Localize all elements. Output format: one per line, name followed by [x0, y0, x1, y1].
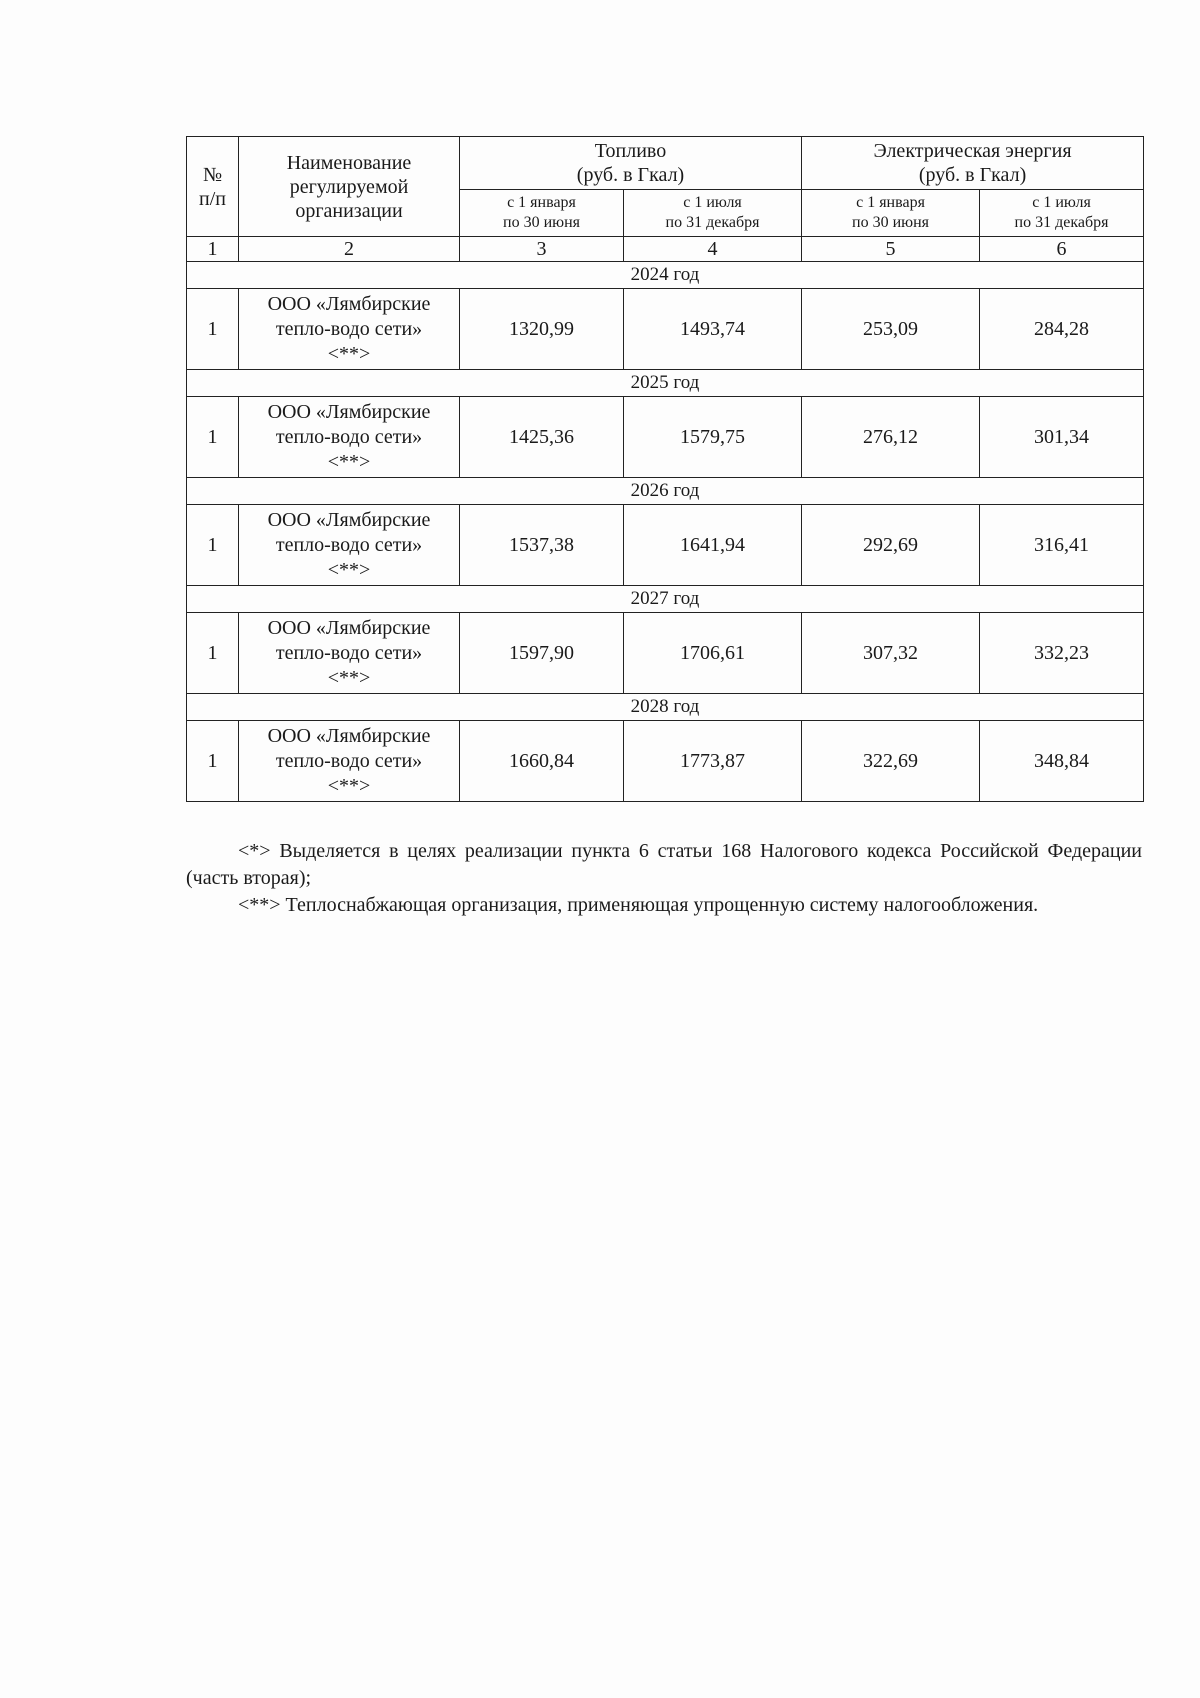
column-index-row — [187, 237, 1144, 262]
header-name-line1: Наименование — [286, 151, 412, 174]
table-row — [187, 289, 1144, 370]
table-row — [187, 397, 1144, 478]
column-index: 3 — [460, 237, 624, 262]
header-name-line3: организации — [295, 199, 403, 222]
org-line: <**> — [327, 666, 371, 689]
org-line: <**> — [327, 774, 371, 797]
header-fuel-h1 — [460, 190, 624, 237]
row-number: 1 — [187, 613, 239, 694]
header-name-line2: регулируемой — [289, 175, 409, 198]
fuel-h2-value: 1641,94 — [624, 505, 802, 586]
org-line: тепло-водо сети» — [275, 533, 423, 556]
org-name — [239, 397, 460, 478]
sub-jul-line1: с 1 июля — [683, 194, 742, 211]
sub-jan-line2: по 30 июня — [503, 214, 580, 231]
footnote-1: <*> Выделяется в целях реализации пункта 6 статьи 168 Налогового кодекса Российской Федерации (часть вторая); — [186, 840, 1142, 889]
fuel-h1-value: 1320,99 — [460, 289, 624, 370]
elec-h1-value: 276,12 — [802, 397, 980, 478]
fuel-h1-value: 1597,90 — [460, 613, 624, 694]
column-index: 5 — [802, 237, 980, 262]
year-label: 2024 год — [187, 262, 1144, 289]
footnotes — [186, 838, 1142, 919]
tariff-table — [186, 136, 1144, 802]
org-line: тепло-водо сети» — [275, 317, 423, 340]
column-index: 2 — [239, 237, 460, 262]
elec-h1-value: 307,32 — [802, 613, 980, 694]
header-row-main — [187, 137, 1144, 190]
org-line: <**> — [327, 558, 371, 581]
year-label: 2025 год — [187, 370, 1144, 397]
footnote-2: <**> Теплоснабжающая организация, применяющая упрощенную систему налогообложения. — [238, 894, 1039, 916]
sub-jan-line1: с 1 января — [507, 194, 576, 211]
header-elec-h2 — [980, 190, 1144, 237]
org-line: <**> — [327, 450, 371, 473]
org-line: ООО «Лямбирские — [267, 292, 431, 315]
sub-jul-line2: по 31 декабря — [665, 214, 760, 231]
year-row — [187, 694, 1144, 721]
org-line: ООО «Лямбирские — [267, 724, 431, 747]
column-index: 1 — [187, 237, 239, 262]
header-num-line1: № — [202, 163, 223, 186]
fuel-h2-value: 1773,87 — [624, 721, 802, 802]
elec-h1-value: 322,69 — [802, 721, 980, 802]
sub-jan-line1: с 1 января — [856, 194, 925, 211]
elec-h2-value: 301,34 — [980, 397, 1144, 478]
org-name — [239, 289, 460, 370]
column-index: 6 — [980, 237, 1144, 262]
header-num-line2: п/п — [199, 187, 226, 210]
header-elec-h1 — [802, 190, 980, 237]
year-row — [187, 262, 1144, 289]
header-fuel-cell — [460, 137, 802, 190]
header-fuel-h2 — [624, 190, 802, 237]
header-elec-cell — [802, 137, 1144, 190]
fuel-h1-value: 1537,38 — [460, 505, 624, 586]
header-num-cell — [187, 137, 239, 237]
org-name — [239, 505, 460, 586]
org-line: <**> — [327, 342, 371, 365]
header-name-cell — [239, 137, 460, 237]
year-label: 2028 год — [187, 694, 1144, 721]
row-number: 1 — [187, 397, 239, 478]
year-label: 2027 год — [187, 586, 1144, 613]
org-line: ООО «Лямбирские — [267, 616, 431, 639]
column-index: 4 — [624, 237, 802, 262]
fuel-h2-value: 1579,75 — [624, 397, 802, 478]
table-row — [187, 721, 1144, 802]
fuel-h2-value: 1706,61 — [624, 613, 802, 694]
org-line: тепло-водо сети» — [275, 641, 423, 664]
year-row — [187, 586, 1144, 613]
sub-jul-line2: по 31 декабря — [1014, 214, 1109, 231]
elec-h2-value: 348,84 — [980, 721, 1144, 802]
row-number: 1 — [187, 721, 239, 802]
sub-jul-line1: с 1 июля — [1032, 194, 1091, 211]
org-line: ООО «Лямбирские — [267, 400, 431, 423]
org-line: ООО «Лямбирские — [267, 508, 431, 531]
row-number: 1 — [187, 505, 239, 586]
header-fuel-line1: Топливо — [594, 140, 667, 162]
elec-h1-value: 292,69 — [802, 505, 980, 586]
fuel-h2-value: 1493,74 — [624, 289, 802, 370]
elec-h2-value: 284,28 — [980, 289, 1144, 370]
fuel-h1-value: 1425,36 — [460, 397, 624, 478]
row-number: 1 — [187, 289, 239, 370]
elec-h1-value: 253,09 — [802, 289, 980, 370]
elec-h2-value: 332,23 — [980, 613, 1144, 694]
header-elec-line2: (руб. в Гкал) — [918, 164, 1027, 186]
elec-h2-value: 316,41 — [980, 505, 1144, 586]
org-line: тепло-водо сети» — [275, 425, 423, 448]
sub-jan-line2: по 30 июня — [852, 214, 930, 231]
year-row — [187, 370, 1144, 397]
fuel-h1-value: 1660,84 — [460, 721, 624, 802]
table-row — [187, 505, 1144, 586]
org-line: тепло-водо сети» — [275, 749, 423, 772]
header-fuel-line2: (руб. в Гкал) — [576, 164, 685, 186]
table-row — [187, 613, 1144, 694]
header-elec-line1: Электрическая энергия — [873, 140, 1072, 162]
year-label: 2026 год — [187, 478, 1144, 505]
year-row — [187, 478, 1144, 505]
org-name — [239, 613, 460, 694]
org-name — [239, 721, 460, 802]
